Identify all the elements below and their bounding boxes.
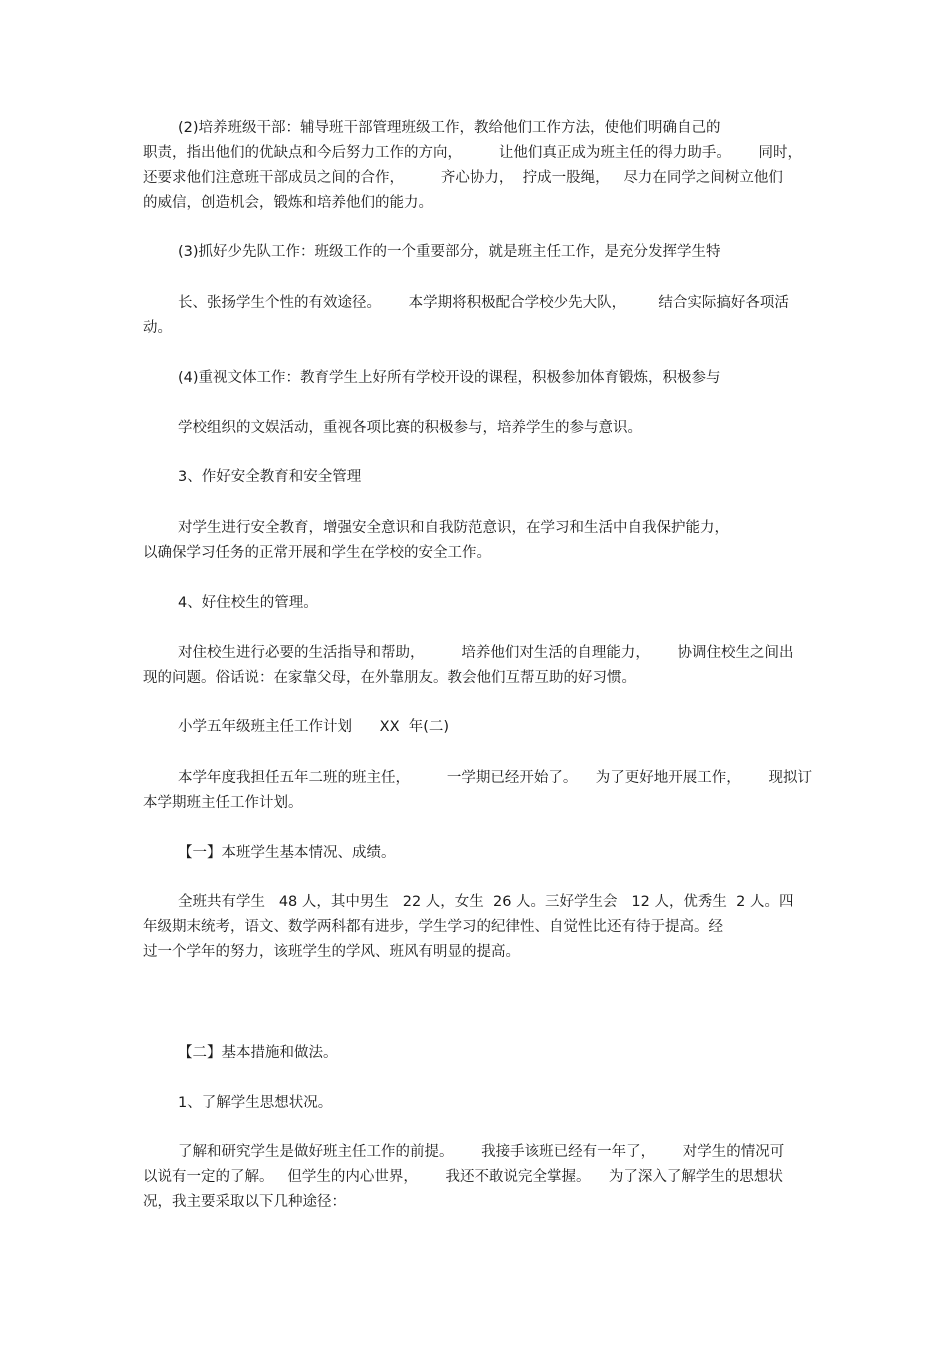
text-line: 对学生进行安全教育，增强安全意识和自我防范意识，在学习和生活中自我保护能力，	[178, 520, 729, 536]
text-line: 的威信，创造机会，锻炼和培养他们的能力。	[143, 195, 433, 211]
section-heading: 3、作好安全教育和安全管理	[178, 469, 362, 485]
text-line: 学校组织的文娱活动，重视各项比赛的积极参与，培养学生的参与意识。	[178, 420, 642, 436]
text-line: 以确保学习任务的正常开展和学生在学校的安全工作。	[143, 545, 491, 561]
text-line: 年级期末统考，语文、数学两科都有进步，学生学习的纪律性、自觉性比还有待于提高。经	[143, 919, 723, 935]
text-line: (2)培养班级干部：辅导班干部管理班级工作，教给他们工作方法，使他们明确自己的	[178, 120, 721, 136]
text-line: 动。	[143, 320, 172, 336]
text-line: 了解和研究学生是做好班主任工作的前提。 我接手该班已经有一年了， 对学生的情况可	[178, 1144, 785, 1160]
text-line: 全班共有学生 48 人，其中男生 22 人，女生 26 人。三好学生会 12 人，优秀生 2 人。四	[178, 894, 794, 910]
text-line: 以说有一定的了解。 但学生的内心世界， 我还不敢说完全掌握。 为了深入了解学生的思想状	[143, 1169, 783, 1185]
text-line: 职责，指出他们的优缺点和今后努力工作的方向， 让他们真正成为班主任的得力助手。 同时，	[143, 145, 803, 161]
text-line: 现的问题。俗话说：在家靠父母，在外靠朋友。教会他们互帮互助的好习惯。	[143, 670, 636, 686]
text-line: 对住校生进行必要的生活指导和帮助， 培养他们对生活的自理能力， 协调住校生之间出	[178, 645, 794, 661]
document-title: 小学五年级班主任工作计划 XX 年(二)	[178, 719, 450, 735]
section-heading: 【一】本班学生基本情况、成绩。	[178, 845, 396, 861]
text-line: 本学期班主任工作计划。	[143, 795, 303, 811]
section-heading: 4、好住校生的管理。	[178, 595, 318, 611]
text-line: 长、张扬学生个性的有效途径。 本学期将积极配合学校少先大队， 结合实际搞好各项活	[178, 295, 789, 311]
text-line: 还要求他们注意班干部成员之间的合作， 齐心协力， 拧成一股绳， 尽力在同学之间树立他们	[143, 170, 783, 186]
text-line: 况，我主要采取以下几种途径：	[143, 1194, 346, 1210]
text-line: 本学年度我担任五年二班的班主任， 一学期已经开始了。 为了更好地开展工作， 现拟订	[178, 770, 812, 786]
text-line: (3)抓好少先队工作：班级工作的一个重要部分，就是班主任工作，是充分发挥学生特	[178, 244, 721, 260]
text-line: 过一个学年的努力，该班学生的学风、班风有明显的提高。	[143, 944, 520, 960]
text-line: (4)重视文体工作：教育学生上好所有学校开设的课程，积极参加体育锻炼，积极参与	[178, 370, 721, 386]
section-heading: 【二】基本措施和做法。	[178, 1045, 338, 1061]
section-heading: 1、了解学生思想状况。	[178, 1095, 333, 1111]
